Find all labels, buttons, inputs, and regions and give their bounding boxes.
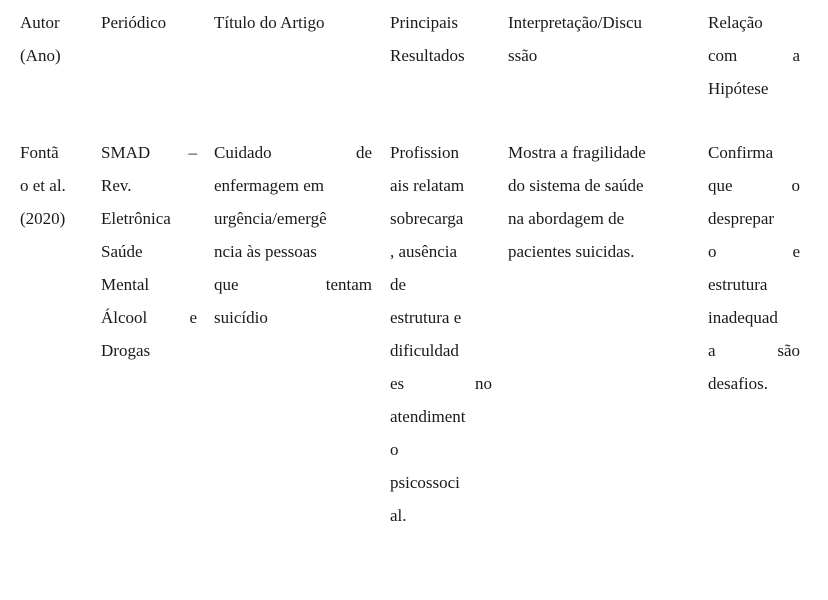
header-main-results (390, 6, 492, 72)
header-article-title (214, 6, 372, 39)
cell-line: (Ano) (20, 46, 61, 65)
cell-word: SMAD (101, 143, 151, 162)
cell-line: do sistema de saúde (508, 176, 644, 195)
cell-line: Hipótese (708, 79, 769, 98)
cell-word: es (390, 374, 405, 393)
cell-word: são (777, 341, 800, 360)
cell-article-title (214, 136, 372, 334)
cell-word: – (188, 143, 197, 162)
cell-line (708, 39, 800, 72)
cell-word: e (189, 308, 197, 327)
cell-word: que (214, 275, 239, 294)
cell-word: e (792, 242, 800, 261)
cell-line: Confirma (708, 143, 774, 162)
cell-line: Resultados (390, 46, 465, 65)
cell-interpretation (508, 136, 688, 268)
cell-line: de (390, 275, 407, 294)
cell-line: Rev. (101, 176, 132, 195)
cell-word: o (791, 176, 800, 195)
cell-line: Mostra a fragilidade (508, 143, 646, 162)
cell-line: , ausência (390, 242, 458, 261)
cell-line: desafios. (708, 374, 768, 393)
cell-line: estrutura e (390, 308, 462, 327)
cell-line (390, 367, 492, 400)
cell-line: al. (390, 506, 407, 525)
cell-line: ssão (508, 46, 538, 65)
cell-line: o et al. (20, 176, 66, 195)
cell-word: tentam (325, 275, 372, 294)
cell-line: inadequad (708, 308, 778, 327)
cell-line: Interpretação/Discu (508, 13, 643, 32)
cell-line: Periódico (101, 13, 167, 32)
cell-line: psicossoci (390, 473, 460, 492)
cell-line: ncia às pessoas (214, 242, 317, 261)
cell-line: estrutura (708, 275, 768, 294)
header-hypothesis-relation (708, 6, 800, 105)
cell-line: suicídio (214, 308, 268, 327)
cell-word: a (792, 46, 800, 65)
cell-line: sobrecarga (390, 209, 464, 228)
header-periodical (101, 6, 197, 39)
cell-line: o (390, 440, 399, 459)
cell-line (101, 136, 197, 169)
cell-periodical (101, 136, 197, 367)
cell-line: Mental (101, 275, 150, 294)
cell-word: que (708, 176, 733, 195)
cell-line: ais relatam (390, 176, 465, 195)
cell-line: pacientes suicidas. (508, 242, 635, 261)
cell-word: no (475, 374, 492, 393)
cell-line (708, 169, 800, 202)
header-interpretation (508, 6, 688, 72)
cell-line: Fontã (20, 143, 59, 162)
cell-main-results (390, 136, 492, 532)
cell-line: enfermagem em (214, 176, 324, 195)
cell-author-year (20, 136, 82, 235)
cell-line: Eletrônica (101, 209, 171, 228)
header-author-year (20, 6, 82, 72)
cell-word: a (708, 341, 716, 360)
cell-line: urgência/emergê (214, 209, 327, 228)
cell-word: de (355, 143, 372, 162)
cell-line (214, 136, 372, 169)
cell-line (101, 301, 197, 334)
cell-line: na abordagem de (508, 209, 625, 228)
cell-line: Drogas (101, 341, 151, 360)
cell-line: Relação (708, 13, 763, 32)
cell-word: Álcool (101, 308, 148, 327)
cell-line: (2020) (20, 209, 66, 228)
cell-word: o (708, 242, 717, 261)
cell-line: Profission (390, 143, 459, 162)
cell-line: Autor (20, 13, 60, 32)
cell-line: atendiment (390, 407, 466, 426)
cell-line (214, 268, 372, 301)
cell-word: Cuidado (214, 143, 272, 162)
cell-line: desprepar (708, 209, 775, 228)
cell-line: dificuldad (390, 341, 459, 360)
cell-line: Principais (390, 13, 458, 32)
cell-word: com (708, 46, 738, 65)
cell-line (708, 334, 800, 367)
cell-line: Título do Artigo (214, 13, 325, 32)
cell-hypothesis-relation (708, 136, 800, 400)
cell-line: Saúde (101, 242, 143, 261)
cell-line (708, 235, 800, 268)
